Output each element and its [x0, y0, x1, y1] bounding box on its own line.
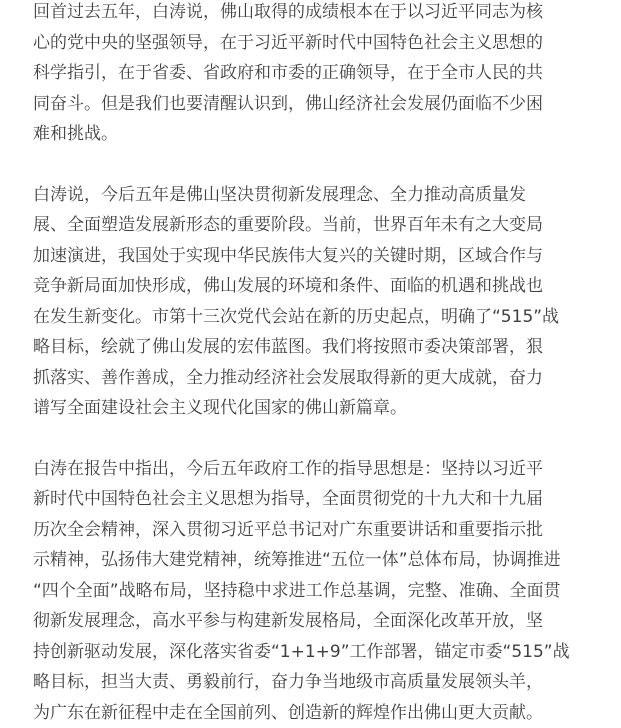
paragraph-review [33, 0, 621, 150]
text-line: 新时代中国特色社会主义思想为指导，全面贯彻党的十九大和十九届 [33, 484, 621, 515]
text-line: 回首过去五年，白涛说，佛山取得的成绩根本在于以习近平同志为核 [33, 0, 621, 28]
text-line: 竞争新局面加快形成，佛山发展的环境和条件、面临的机遇和挑战也 [33, 271, 621, 302]
text-line: 白涛在报告中指出，今后五年政府工作的指导思想是：坚持以习近平 [33, 454, 621, 485]
text-line: 在发生新变化。市第十三次党代会站在新的历史起点，明确了“515”战 [33, 302, 621, 333]
text-line: 彻新发展理念，高水平参与构建新发展格局，全面深化改革开放，坚 [33, 606, 621, 637]
text-line: 展、全面塑造发展新形态的重要阶段。当前，世界百年未有之大变局 [33, 210, 621, 241]
text-line: 同奋斗。但是我们也要清醒认识到，佛山经济社会发展仍面临不少困 [33, 89, 621, 120]
text-line: 历次全会精神，深入贯彻习近平总书记对广东重要讲话和重要指示批 [33, 515, 621, 546]
text-line: 持创新驱动发展，深化落实省委“1+1+9”工作部署，锚定市委“515”战 [33, 637, 621, 668]
paragraph-outlook [33, 180, 621, 424]
text-line: 为广东在新征程中走在全国前列、创造新的辉煌作出佛山更大贡献。 [33, 698, 621, 728]
paragraph-guiding-ideology [33, 454, 621, 728]
text-line: 示精神，弘扬伟大建党精神，统筹推进“五位一体”总体布局，协调推进 [33, 545, 621, 576]
text-line: 抓落实、善作善成，全力推动经济社会发展取得新的更大成就，奋力 [33, 363, 621, 394]
text-line: 难和挑战。 [33, 119, 621, 150]
text-line: 谱写全面建设社会主义现代化国家的佛山新篇章。 [33, 393, 621, 424]
text-line: “四个全面”战略布局，坚持稳中求进工作总基调，完整、准确、全面贯 [33, 576, 621, 607]
text-line: 心的党中央的坚强领导，在于习近平新时代中国特色社会主义思想的 [33, 28, 621, 59]
text-line: 略目标，担当大责、勇毅前行，奋力争当地级市高质量发展领头羊， [33, 667, 621, 698]
text-line: 白涛说，今后五年是佛山坚决贯彻新发展理念、全力推动高质量发 [33, 180, 621, 211]
text-line: 科学指引，在于省委、省政府和市委的正确领导，在于全市人民的共 [33, 58, 621, 89]
text-line: 略目标，绘就了佛山发展的宏伟蓝图。我们将按照市委决策部署，狠 [33, 332, 621, 363]
text-line: 加速演进，我国处于实现中华民族伟大复兴的关键时期，区域合作与 [33, 241, 621, 272]
